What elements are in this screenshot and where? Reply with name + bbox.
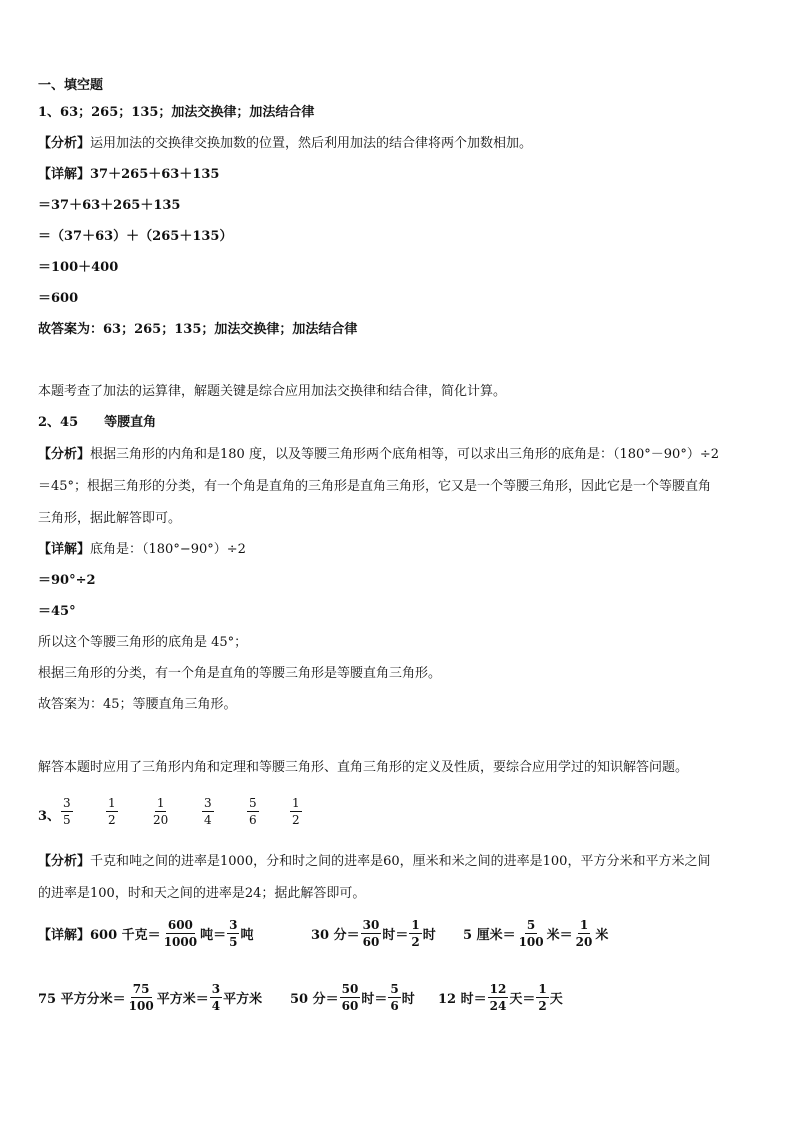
fraction: $\frac{12}{24}$ [489,982,507,1013]
q2-comment: 解答本题时应用了三角形内角和定理和等腰三角形、直角三角形的定义及性质，要综合应用学过的知识解答问题。 [38,760,689,775]
answer-fraction: $\frac{5}{6}$ [249,796,257,827]
q3-equation: 5 厘米＝ $\frac{5}{100}$ 米＝ $\frac{1}{20}$ 米 [463,918,609,949]
q1-analysis [38,135,532,153]
q2-conclusion: 根据三角形的分类，有一个角是直角的等腰三角形是等腰直角三角形。 [38,666,442,681]
detail-tag: 【详解】 [38,928,91,943]
q1-answer: 1、63；265；135；加法交换律；加法结合律 [38,105,315,120]
q2-detail [38,541,246,559]
q3-equation: 75 平方分米＝ $\frac{75}{100}$ 平方米＝ $\frac{3}{4}$ 平方米 [38,982,263,1013]
q2-conclusion: 所以这个等腰三角形的底角是 45°； [38,635,248,650]
fraction: $\frac{30}{60}$ [362,918,380,949]
q1-comment: 本题考查了加法的运算律，解题关键是综合应用加法交换律和结合律，简化计算。 [38,384,507,399]
section-title: 一、填空题 [38,78,104,93]
fraction: $\frac{5}{6}$ [390,982,399,1013]
answer-fraction: $\frac{3}{5}$ [63,796,71,827]
answer-fraction: $\frac{1}{2}$ [292,796,300,827]
q1-final: 故答案为：63；265；135；加法交换律；加法结合律 [38,322,358,337]
analysis-text: 千克和吨之间的进率是1000，分和时之间的进率是60，厘米和米之间的进率是100，平方分米和平方米之间 [90,854,711,869]
detail-tag: 【详解】 [38,167,91,182]
analysis-tag: 【分析】 [38,136,91,151]
q2-step: ＝90°÷2 [38,573,96,588]
q3-analysis-line [38,853,710,871]
analysis-tag: 【分析】 [38,854,91,869]
q2-step: ＝45° [38,604,76,619]
q2-analysis-line: ＝45°；根据三角形的分类，有一个角是直角的三角形是直角三角形，它又是一个等腰三角形，因此它是一个等腰直角 [38,479,712,494]
analysis-text: 运用加法的交换律交换加数的位置，然后利用加法的结合律将两个加数相加。 [90,136,533,151]
detail-text: 底角是：（180°−90°）÷2 [90,542,246,557]
q1-step: ＝37＋63＋265＋135 [38,198,181,213]
q3-equation: 50 分＝ $\frac{50}{60}$ 时＝ $\frac{5}{6}$ 时 [290,982,415,1013]
detail-tag: 【详解】 [38,542,91,557]
q2-analysis-line [38,446,719,464]
q2-analysis-line: 三角形，据此解答即可。 [38,511,182,526]
q2-answer: 2、45 等腰直角 [38,415,157,430]
q3-equation: 【详解】 600 千克＝ $\frac{600}{1000}$ 吨＝ $\frac{3}{5}$ 吨 [38,918,254,949]
answer-fraction: $\frac{1}{2}$ [108,796,116,827]
fraction: $\frac{75}{100}$ [128,982,154,1013]
fraction: $\frac{5}{100}$ [518,918,544,949]
q2-final: 故答案为：45；等腰直角三角形。 [38,697,237,712]
fraction: $\frac{1}{20}$ [575,918,593,949]
q3-prefix: 3、 [38,809,61,824]
analysis-tag: 【分析】 [38,447,91,462]
q3-equation: 12 时＝ $\frac{12}{24}$ 天＝ $\frac{1}{2}$ 天 [438,982,563,1013]
fraction: $\frac{3}{4}$ [211,982,221,1013]
analysis-text: 根据三角形的内角和是180 度，以及等腰三角形两个底角相等，可以求出三角形的底角是：（180°－90°）÷2 [90,447,719,462]
fraction: $\frac{50}{60}$ [341,982,359,1013]
answer-fraction: $\frac{3}{4}$ [204,796,212,827]
q3-analysis-line: 的进率是100，时和天之间的进率是24；据此解答即可。 [38,886,366,901]
q1-step: ＝（37＋63）＋（265＋135） [38,229,233,244]
fraction: $\frac{600}{1000}$ [163,918,198,949]
fraction: $\frac{1}{2}$ [538,982,547,1013]
q1-step: ＝600 [38,291,79,306]
answer-fraction: $\frac{1}{20}$ [153,796,169,827]
fraction: $\frac{3}{5}$ [229,918,238,949]
fraction: $\frac{1}{2}$ [411,918,420,949]
q3-equation: 30 分＝ $\frac{30}{60}$ 时＝ $\frac{1}{2}$ 时 [311,918,436,949]
q1-step: ＝100＋400 [38,260,119,275]
step: 37＋265＋63＋135 [90,167,220,182]
q1-detail [38,166,219,184]
